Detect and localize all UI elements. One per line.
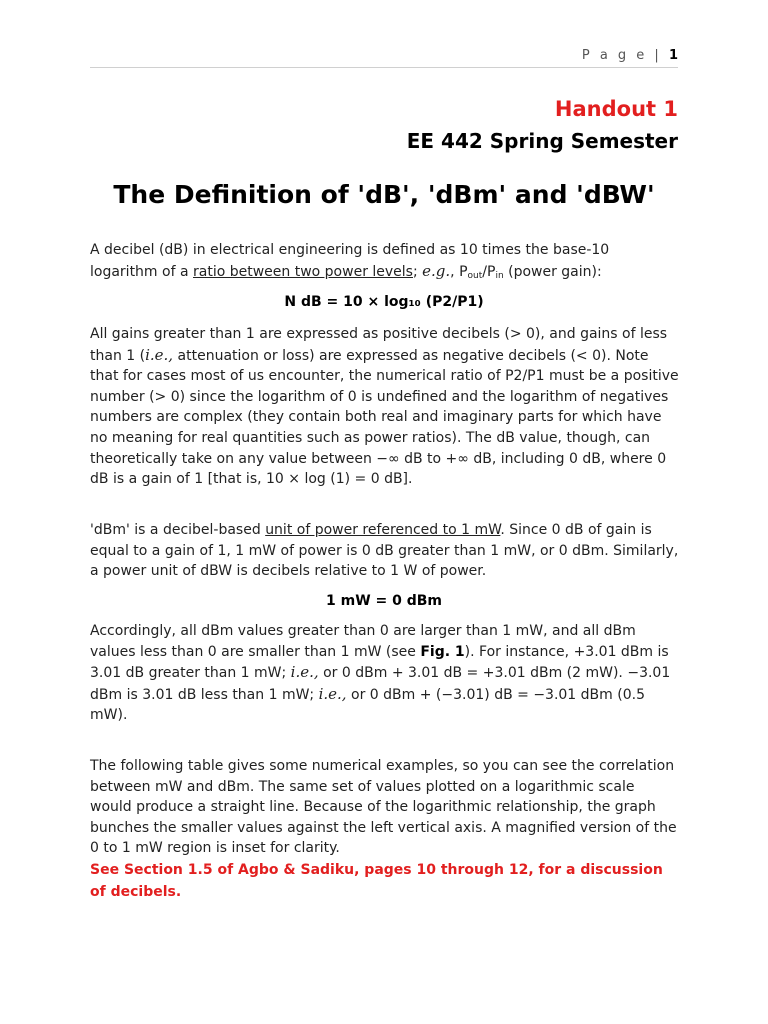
reference-note: See Section 1.5 of Agbo & Sadiku, pages 10 through 12, for a discussion of decibels. [90, 862, 663, 900]
text-run: /P [482, 263, 496, 280]
text-run: , P [450, 263, 468, 280]
italic-abbrev: i.e., [318, 684, 347, 703]
handout-label: Handout 1 [554, 97, 678, 121]
text-run: . Since 0 dB of gain is equal to a gain of 1, 1 mW of power is 0 dB greater than 1 mW, or 0 dBm. Similarly, a power unit of dBW is decibels relative to 1 W of power. [90, 522, 679, 580]
paragraph-gains [90, 324, 680, 490]
course-title: EE 442 Spring Semester [406, 129, 678, 153]
figure-reference: Fig. 1 [420, 643, 465, 660]
text-run: or 0 dBm + 3.01 dB = +3.01 dBm (2 mW). −3.01 dBm is 3.01 dB less than 1 mW; [90, 665, 671, 703]
document-title: The Definition of 'dB', 'dBm' and 'dBW' [113, 180, 655, 209]
text-run: or 0 dBm + (−3.01) dB = −3.01 dBm (0.5 mW). [90, 686, 645, 724]
equation-dbm: 1 mW = 0 dBm [325, 593, 443, 609]
text-run: attenuation or loss) are expressed as negative decibels (< 0). Note that for cases most of us encounter, the numerical ratio of P2/P1 must be a positive number (> 0) since the logarithm of 0 is undefined and the logarithm of negatives numbers are complex (they contain both real and imaginary parts for which have no meaning for real quantities such as power ratios). The dB value, though, can theoretically take on any value between −∞ dB to +∞ dB, including 0 dB, where 0 dB is a gain of 1 [that is, 10 × log (1) = 0 dB]. [90, 347, 679, 488]
text-run: Accordingly, all dBm values greater than 0 are larger than 1 mW, and all dBm values less than 0 are smaller than 1 mW (see [90, 623, 636, 660]
paragraph-dbm [90, 520, 680, 582]
header-divider [90, 67, 678, 68]
underlined-text: ratio between two power levels [193, 263, 413, 280]
text-run: (power gain): [503, 263, 602, 280]
paragraph-table-intro: The following table gives some numerical examples, so you can see the correlation between mW and dBm. The same set of values plotted on a logarithmic scale would produce a straight line. Because of the logarithmic relationship, the graph bunches the smaller values against the left vertical axis. A magnified version of the 0 to 1 mW region is inset for clarity. [90, 758, 677, 857]
paragraph-examples [90, 621, 680, 726]
subscript: out [467, 270, 483, 281]
text-run: ). For instance, +3.01 dBm is 3.01 dB greater than 1 mW; [90, 643, 669, 682]
page-label: P a g e | [581, 48, 662, 63]
page-number: 1 [668, 48, 678, 63]
italic-abbrev: e.g. [422, 261, 451, 280]
paragraph-definition [90, 240, 680, 284]
underlined-text: unit of power referenced to 1 mW [265, 522, 501, 538]
subscript: in [495, 270, 504, 281]
text-run: 'dBm' is a decibel-based [90, 522, 266, 538]
text-run: All gains greater than 1 are expressed as positive decibels (> 0), and gains of less than 1 ( [90, 326, 668, 364]
italic-abbrev: i.e., [290, 663, 319, 682]
text-run: ; [412, 263, 423, 280]
text-run: A decibel (dB) in electrical engineering is defined as 10 times the base-10 logarithm of a [90, 242, 610, 280]
page-header [90, 48, 678, 63]
italic-abbrev: i.e., [145, 345, 174, 364]
equation-db: N dB = 10 × log₁₀ (P2/P1) [284, 294, 484, 310]
